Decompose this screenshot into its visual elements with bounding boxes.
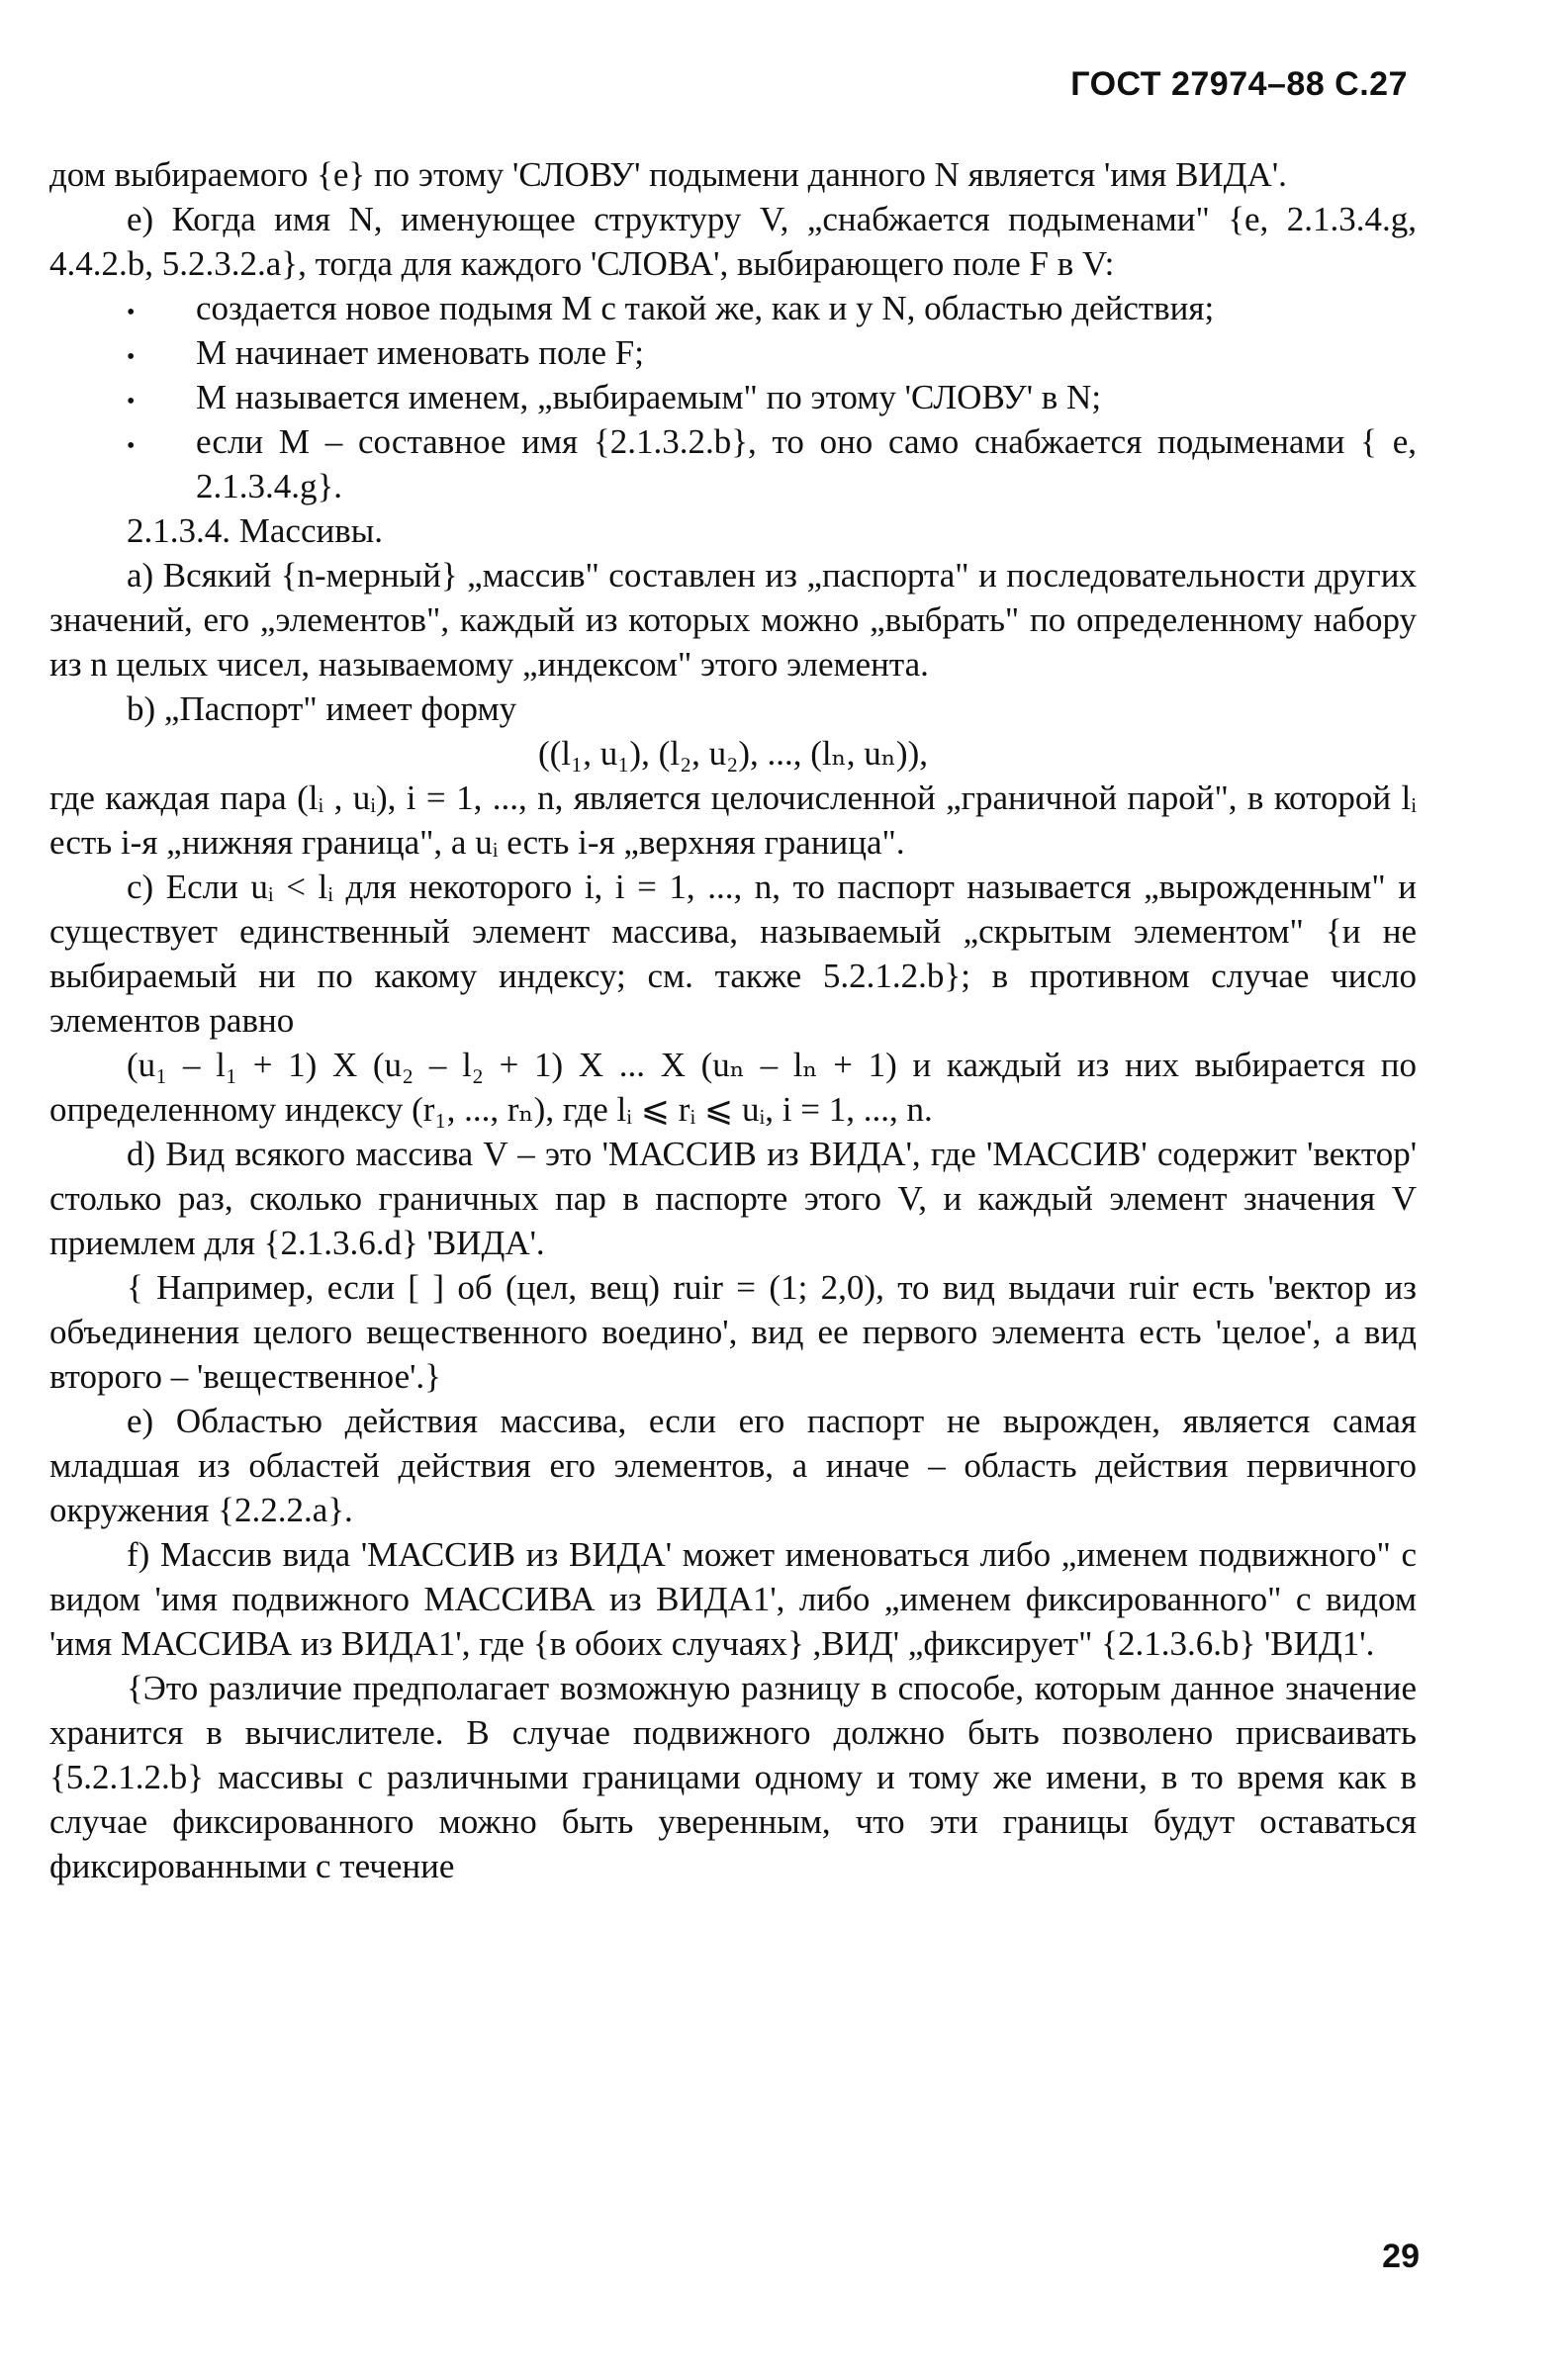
formula-passport: ((l₁, u₁), (l₂, u₂), ..., (lₙ, uₙ)), — [537, 734, 928, 773]
paragraph-a: а) Всякий {n-мерный} „массив" составлен из „паспорта" и последовательности других значений, его „элементов", каждый из которых можно „выбрать" по определенному набору из n целых чисел, называемому „индексом" этого элемента. — [49, 556, 1417, 684]
bullet-icon — [127, 330, 135, 380]
formula-element-count: (u₁ – l₁ + 1) X (u₂ – l₂ + 1) X ... X (uₙ – lₙ + 1) и каждый из них выбирается по определенному индексу (r₁, ..., rₙ), где lᵢ ⩽ rᵢ ⩽ uᵢ, i = 1, ..., n. — [49, 1046, 1417, 1129]
paragraph-f: f) Массив вида 'МАССИВ из ВИДА' может именоваться либо „именем подвижного" с видом 'имя подвижного МАССИВА из ВИДА1', либо „именем фиксированного" с видом 'имя МАССИВА из ВИДА1', где {в обоих случаях} ,ВИД' „фиксирует" {2.1.3.6.b} 'ВИД1'. — [49, 1535, 1417, 1663]
bullet-item — [49, 330, 1417, 375]
paragraph-e-subnames: е) Когда имя N, именующее структуру V, „снабжается подыменами" {e, 2.1.3.4.g, 4.4.2.b, 5.2.3.2.a}, тогда для каждого 'СЛОВА', выбирающего поле F в V: — [49, 200, 1417, 283]
bullet-icon — [127, 286, 135, 335]
bullet-icon — [127, 375, 135, 424]
paragraph-b-continuation: где каждая пара (lᵢ , uᵢ), i = 1, ..., n, является целочисленной „граничной парой", в которой lᵢ есть i-я „нижняя граница", а uᵢ есть i-я „верхняя граница". — [49, 778, 1417, 862]
paragraph-example: { Например, если [ ] об (цел, вещ) ruir = (1; 2,0), то вид выдачи ruir есть 'вектор из объединения целого вещественного воедино', вид ее первого элемента есть 'целое', а вид второго – 'вещественное'.} — [49, 1268, 1417, 1396]
paragraph-continuation: дом выбираемого {e} по этому 'СЛОВУ' подымени данного N является 'имя ВИДА'. — [49, 155, 1287, 194]
section-heading: 2.1.3.4. Массивы. — [127, 511, 383, 550]
bullet-text: если М – составное имя {2.1.3.2.b}, то оно само снабжается подыменами { e, 2.1.3.4.g}. — [196, 422, 1417, 505]
paragraph-remark: {Это различие предполагает возможную разницу в способе, которым данное значение хранится в вычислителе. В случае подвижного должно быть позволено присваивать {5.2.1.2.b} массивы с различными границами одному и тому же имени, в то время как в случае фиксированного можно быть уверенным, что эти границы будут оставаться фиксированными с течение — [49, 1669, 1417, 1885]
page-number: 29 — [1382, 2238, 1420, 2275]
bullet-text: создается новое подымя М с такой же, как и у N, областью действия; — [196, 289, 1215, 327]
bullet-item — [49, 419, 1417, 508]
paragraph-d: d) Вид всякого массива V – это 'МАССИВ из ВИДА', где 'МАССИВ' содержит 'вектор' столько раз, сколько граничных пар в паспорте этого V, и каждый элемент значения V приемлем для {2.1.3.6.d} 'ВИДА'. — [49, 1135, 1417, 1262]
paragraph-c: с) Если uᵢ < lᵢ для некоторого i, i = 1, ..., n, то паспорт называется „вырожденным" и существует единственный элемент массива, называемый „скрытым элементом" {и не выбираемый ни по какому индексу; см. также 5.2.1.2.b}; в противном случае число элементов равно — [49, 868, 1417, 1040]
bullet-text: М называется именем, „выбираемым" по этому 'СЛОВУ' в N; — [196, 378, 1102, 416]
bullet-icon — [127, 419, 135, 469]
bullet-item — [49, 375, 1417, 419]
paragraph-e-scope: е) Областью действия массива, если его паспорт не вырожден, является самая младшая из областей действия его элементов, а иначе – область действия первичного окружения {2.2.2.a}. — [49, 1402, 1417, 1529]
bullet-item — [49, 286, 1417, 330]
body-text — [49, 152, 1417, 1888]
paragraph-b: b) „Паспорт" имеет форму — [127, 689, 517, 728]
bullet-text: М начинает именовать поле F; — [196, 333, 644, 372]
page-header: ГОСТ 27974–88 С.27 — [1070, 65, 1408, 103]
